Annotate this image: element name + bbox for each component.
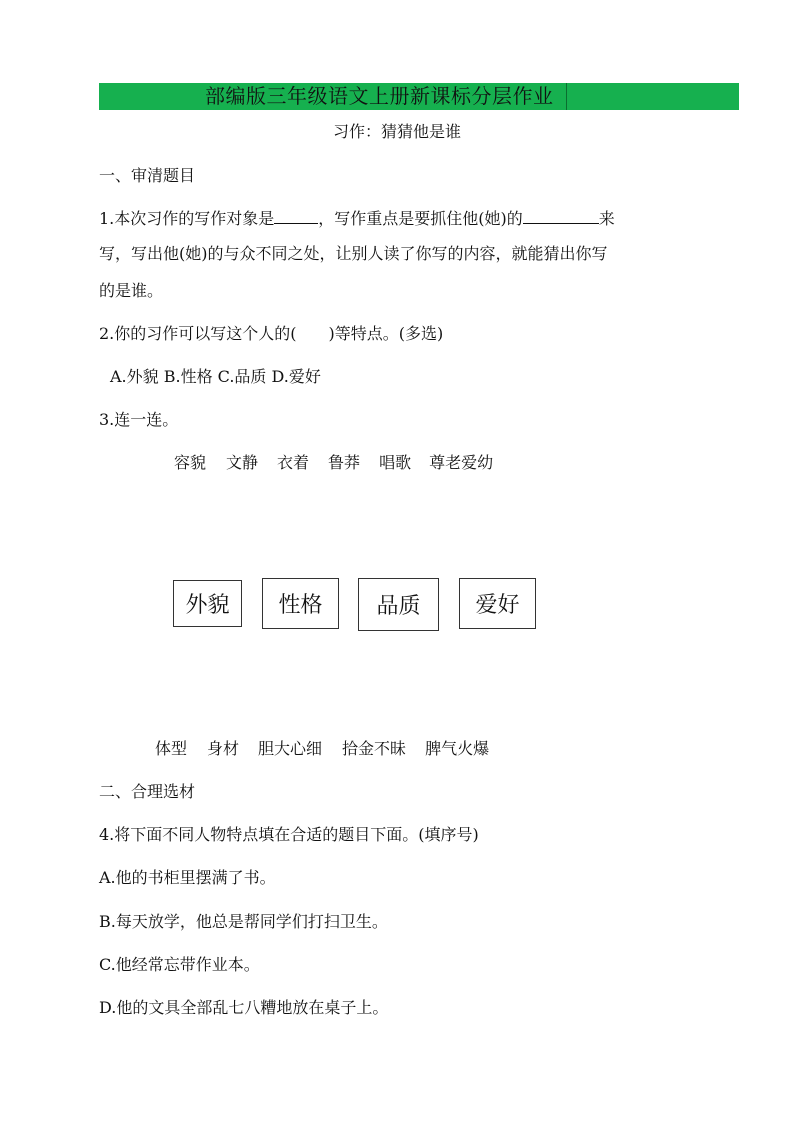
q1-line3: 的是谁。	[99, 281, 164, 300]
q1-blank1[interactable]	[274, 223, 318, 224]
bottom-word-row	[155, 736, 489, 759]
q2-options: A.外貌 B.性格 C.品质 D.爱好	[110, 367, 321, 386]
q1-part2: ，写作重点是要抓住他(她)的	[318, 209, 523, 228]
category-box-hobby[interactable]: 爱好	[459, 578, 536, 629]
section1-heading: 一、审清题目	[99, 166, 196, 185]
page-subtitle: 习作：猜猜他是谁	[332, 122, 461, 141]
match-word[interactable]: 拾金不昧	[342, 739, 407, 758]
match-word[interactable]: 身材	[207, 739, 240, 758]
category-box-personality[interactable]: 性格	[262, 578, 339, 629]
match-word[interactable]: 胆大心细	[258, 739, 323, 758]
section2-heading: 二、合理选材	[99, 782, 196, 801]
q1-line1	[99, 206, 615, 229]
q3-text: 3.连一连。	[99, 410, 179, 429]
q4-item-d: D.他的文具全部乱七八糟地放在桌子上。	[99, 998, 389, 1017]
match-word[interactable]: 唱歌	[379, 453, 412, 472]
q4-item-b: B.每天放学，他总是帮同学们打扫卫生。	[99, 912, 388, 931]
category-box-appearance[interactable]: 外貌	[173, 580, 242, 627]
q1-part1: 1.本次习作的写作对象是	[99, 209, 275, 228]
category-box-character[interactable]: 品质	[358, 578, 439, 631]
match-word[interactable]: 脾气火爆	[425, 739, 490, 758]
match-word[interactable]: 体型	[155, 739, 188, 758]
q4-item-a: A.他的书柜里摆满了书。	[99, 868, 276, 887]
top-word-row	[174, 450, 493, 473]
match-word[interactable]: 鲁莽	[328, 453, 361, 472]
match-word[interactable]: 尊老爱幼	[429, 453, 494, 472]
match-word[interactable]: 衣着	[277, 453, 310, 472]
q4-text: 4.将下面不同人物特点填在合适的题目下面。(填序号)	[99, 825, 479, 844]
q1-blank2[interactable]	[523, 223, 599, 224]
q1-line2: 写，写出他(她)的与众不同之处，让别人读了你写的内容，就能猜出你写	[99, 244, 608, 263]
q2-text: 2.你的习作可以写这个人的( )等特点。(多选)	[99, 324, 444, 343]
match-word[interactable]: 容貌	[174, 453, 207, 472]
banner-title: 部编版三年级语文上册新课标分层作业	[205, 84, 554, 108]
q4-item-c: C.他经常忘带作业本。	[99, 955, 260, 974]
q1-part3: 来	[598, 209, 615, 228]
match-word[interactable]: 文静	[226, 453, 259, 472]
banner-divider	[566, 83, 567, 110]
